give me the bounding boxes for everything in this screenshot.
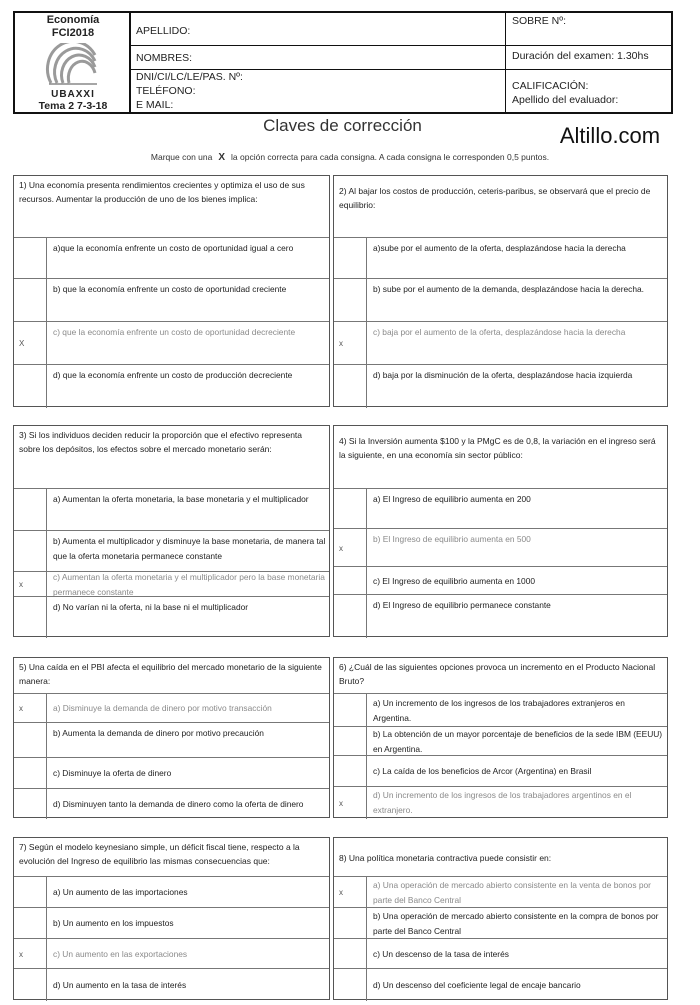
option-text: d) que la economía enfrente un costo de producción decreciente xyxy=(53,370,293,380)
subject-label: Economía xyxy=(46,14,100,26)
question-text: 3) Si los individuos deciden reducir la proporción que el efectivo representa sobre los depósitos, los efectos sobre el mercado monetario serán: xyxy=(19,430,303,454)
option-text: b) Un aumento en los impuestos xyxy=(53,918,174,928)
option-text: c) Aumentan la oferta monetaria y el multiplicador pero la base monetaria permanece constante xyxy=(53,571,325,597)
option-text: b) que la economía enfrente un costo de oportunidad creciente xyxy=(53,284,287,294)
option-a[interactable] xyxy=(14,488,329,531)
answer-checkbox[interactable] xyxy=(334,727,367,756)
option-b[interactable] xyxy=(334,726,667,756)
answer-checkbox[interactable] xyxy=(334,279,367,322)
question-8 xyxy=(333,837,668,1000)
option-a[interactable] xyxy=(14,237,329,279)
option-c[interactable] xyxy=(14,571,329,597)
course-code: FCI2018 xyxy=(51,27,95,39)
option-text: d) El Ingreso de equilibrio permanece constante xyxy=(373,600,551,610)
option-c[interactable] xyxy=(334,938,667,969)
answer-checkbox[interactable]: x xyxy=(14,939,47,969)
option-text: a) El Ingreso de equilibrio aumenta en 200 xyxy=(373,494,531,504)
instructions-mark: X xyxy=(218,152,226,163)
question-1 xyxy=(13,175,330,407)
option-a[interactable] xyxy=(334,876,667,908)
tema-date: Tema 2 7-3-18 xyxy=(38,100,108,112)
telefono-field[interactable]: TELÉFONO: xyxy=(136,85,196,97)
answer-checkbox[interactable] xyxy=(334,365,367,408)
option-text: a)que la economía enfrente un costo de oportunidad igual a cero xyxy=(53,243,294,253)
answer-checkbox[interactable] xyxy=(334,756,367,787)
answer-checkbox[interactable] xyxy=(14,877,47,908)
option-text: b) El Ingreso de equilibrio aumenta en 500 xyxy=(373,534,531,544)
option-a[interactable] xyxy=(334,488,667,529)
answer-checkbox[interactable] xyxy=(334,908,367,939)
option-c[interactable] xyxy=(334,566,667,595)
question-text: 7) Según el modelo keynesiano simple, un déficit fiscal tiene, respecto a la evolución del Ingreso de equilibrio las mismas consecuencias que: xyxy=(19,842,300,866)
question-text: 5) Una caída en el PBI afecta el equilibrio del mercado monetario de la siguiente manera: xyxy=(19,662,322,686)
option-c[interactable] xyxy=(14,321,329,365)
logo-name: UBAXXI xyxy=(51,89,95,100)
question-text: 2) Al bajar los costos de producción, ceteris-paribus, se observará que el precio de equilibrio: xyxy=(339,186,651,210)
option-b[interactable] xyxy=(334,907,667,939)
answer-checkbox[interactable] xyxy=(14,758,47,789)
answer-checkbox[interactable] xyxy=(14,489,47,531)
option-a[interactable] xyxy=(334,237,667,279)
ubaxxi-logo-icon xyxy=(45,43,101,87)
option-text: a) Un aumento de las importaciones xyxy=(53,887,188,897)
option-b[interactable] xyxy=(14,722,329,758)
option-d[interactable] xyxy=(334,786,667,819)
option-text: c) que la economía enfrente un costo de oportunidad decreciente xyxy=(53,327,296,337)
answer-checkbox[interactable] xyxy=(14,238,47,279)
answer-checkbox[interactable] xyxy=(14,531,47,572)
answer-checkbox[interactable]: x xyxy=(14,572,47,597)
answer-checkbox[interactable]: X xyxy=(14,322,47,365)
apellido-field[interactable]: APELLIDO: xyxy=(136,25,191,37)
option-c[interactable] xyxy=(334,755,667,787)
option-text: d) Un incremento de los ingresos de los trabajadores argentinos en el extranjero. xyxy=(373,790,632,815)
answer-checkbox[interactable]: x xyxy=(334,529,367,567)
option-text: d) Un descenso del coeficiente legal de encaje bancario xyxy=(373,979,581,990)
question-4 xyxy=(333,425,668,637)
instructions-post: la opción correcta para cada consigna. A cada consigna le corresponden 0,5 puntos. xyxy=(231,152,550,162)
option-d[interactable] xyxy=(14,788,329,819)
question-2 xyxy=(333,175,668,407)
question-text: 1) Una economía presenta rendimientos crecientes y optimiza el uso de sus recursos. Aumentar la producción de uno de los bienes implica: xyxy=(19,180,305,204)
option-text: a) Un incremento de los ingresos de los trabajadores extranjeros en Argentina. xyxy=(373,697,625,723)
answer-checkbox[interactable] xyxy=(14,723,47,758)
option-text: b) La obtención de un mayor porcentaje de beneficios de la sede IBM (EEUU) en Argentina. xyxy=(373,728,663,754)
page-title: Claves de corrección xyxy=(263,116,422,135)
answer-checkbox[interactable] xyxy=(14,969,47,1001)
option-text: d) Un aumento en la tasa de interés xyxy=(53,979,187,990)
answer-checkbox[interactable] xyxy=(334,595,367,638)
option-text: b) Una operación de mercado abierto consistente en la compra de bonos por parte del Banco Central xyxy=(373,910,659,936)
option-c[interactable] xyxy=(14,757,329,789)
student-fields xyxy=(131,13,506,112)
logo-block xyxy=(15,13,131,112)
answer-checkbox[interactable] xyxy=(334,489,367,529)
option-c[interactable] xyxy=(334,321,667,365)
option-b[interactable] xyxy=(334,278,667,322)
option-b[interactable] xyxy=(334,528,667,567)
option-text: c) La caída de los beneficios de Arcor (Argentina) en Brasil xyxy=(373,766,592,776)
answer-checkbox[interactable] xyxy=(14,365,47,408)
instructions xyxy=(0,152,700,163)
answer-checkbox[interactable] xyxy=(334,969,367,1001)
question-6 xyxy=(333,657,668,818)
option-a[interactable] xyxy=(14,693,329,723)
exam-info xyxy=(506,13,671,112)
dni-field[interactable]: DNI/CI/LC/LE/PAS. Nº: xyxy=(136,71,243,83)
answer-checkbox[interactable] xyxy=(14,279,47,322)
answer-checkbox[interactable] xyxy=(14,789,47,819)
option-text: a) Aumentan la oferta monetaria, la base monetaria y el multiplicador xyxy=(53,494,309,504)
answer-checkbox[interactable]: x xyxy=(334,787,367,819)
option-text: a) Una operación de mercado abierto consistente en la venta de bonos por parte del Banco Central xyxy=(373,879,651,905)
email-field[interactable]: E MAIL: xyxy=(136,99,174,111)
option-text: b) Aumenta la demanda de dinero por motivo precaución xyxy=(53,728,264,738)
option-d[interactable] xyxy=(14,596,329,638)
option-text: b) sube por el aumento de la demanda, desplazándose hacia la derecha. xyxy=(373,284,644,294)
sobre-field[interactable]: SOBRE Nº: xyxy=(512,15,567,27)
option-text: d) No varían ni la oferta, ni la base ni el multiplicador xyxy=(53,602,249,612)
option-text: a) Disminuye la demanda de dinero por motivo transacción xyxy=(53,703,272,713)
option-d[interactable] xyxy=(14,968,329,1001)
question-5 xyxy=(13,657,330,818)
instructions-pre: Marque con una xyxy=(150,152,213,162)
answer-checkbox[interactable] xyxy=(14,908,47,939)
option-a[interactable] xyxy=(14,876,329,908)
option-text: c) baja por el aumento de la oferta, desplazándose hacia la derecha xyxy=(373,327,626,337)
option-d[interactable] xyxy=(14,364,329,408)
question-text: 4) Si la Inversión aumenta $100 y la PMgC es de 0,8, la variación en el ingreso será la siguiente, en una economía sin sector público: xyxy=(339,436,656,460)
option-d[interactable] xyxy=(334,968,667,1001)
question-text: 8) Una política monetaria contractiva puede consistir en: xyxy=(339,853,552,863)
calificacion-field[interactable]: CALIFICACIÓN: xyxy=(512,80,589,92)
question-7 xyxy=(13,837,330,1000)
duracion-label: Duración del examen: 1.30hs xyxy=(512,50,649,62)
exam-header xyxy=(13,11,673,114)
question-text: 6) ¿Cuál de las siguientes opciones provoca un incremento en el Producto Nacional Bruto? xyxy=(339,662,656,686)
option-text: d) baja por la disminución de la oferta, desplazándose hacia izquierda xyxy=(373,370,633,380)
option-a[interactable] xyxy=(334,693,667,727)
evaluador-field[interactable]: Apellido del evaluador: xyxy=(512,94,619,106)
nombres-field[interactable]: NOMBRES: xyxy=(136,52,193,64)
option-text: d) Disminuyen tanto la demanda de dinero como la oferta de dinero xyxy=(53,798,304,809)
option-text: b) Aumenta el multiplicador y disminuye la base monetaria, de manera tal que la oferta monetaria permanece constante xyxy=(53,536,326,561)
option-d[interactable] xyxy=(334,594,667,638)
question-3 xyxy=(13,425,330,637)
answer-checkbox[interactable] xyxy=(14,597,47,638)
option-text: c) El Ingreso de equilibrio aumenta en 1000 xyxy=(373,575,536,586)
option-text: c) Un descenso de la tasa de interés xyxy=(373,948,509,959)
option-b[interactable] xyxy=(14,907,329,939)
option-b[interactable] xyxy=(14,278,329,322)
option-d[interactable] xyxy=(334,364,667,408)
option-b[interactable] xyxy=(14,530,329,572)
option-c[interactable] xyxy=(14,938,329,969)
option-text: c) Un aumento en las exportaciones xyxy=(53,948,188,959)
answer-checkbox[interactable]: x xyxy=(334,322,367,365)
option-text: c) Disminuye la oferta de dinero xyxy=(53,768,172,778)
answer-checkbox[interactable] xyxy=(334,567,367,595)
answer-checkbox[interactable]: x xyxy=(14,694,47,723)
brand-watermark: Altillo.com xyxy=(559,123,661,148)
answer-checkbox[interactable]: x xyxy=(334,877,367,908)
answer-checkbox[interactable] xyxy=(334,238,367,279)
answer-checkbox[interactable] xyxy=(334,694,367,727)
option-text: a)sube por el aumento de la oferta, desplazándose hacia la derecha xyxy=(373,243,626,253)
answer-checkbox[interactable] xyxy=(334,939,367,969)
